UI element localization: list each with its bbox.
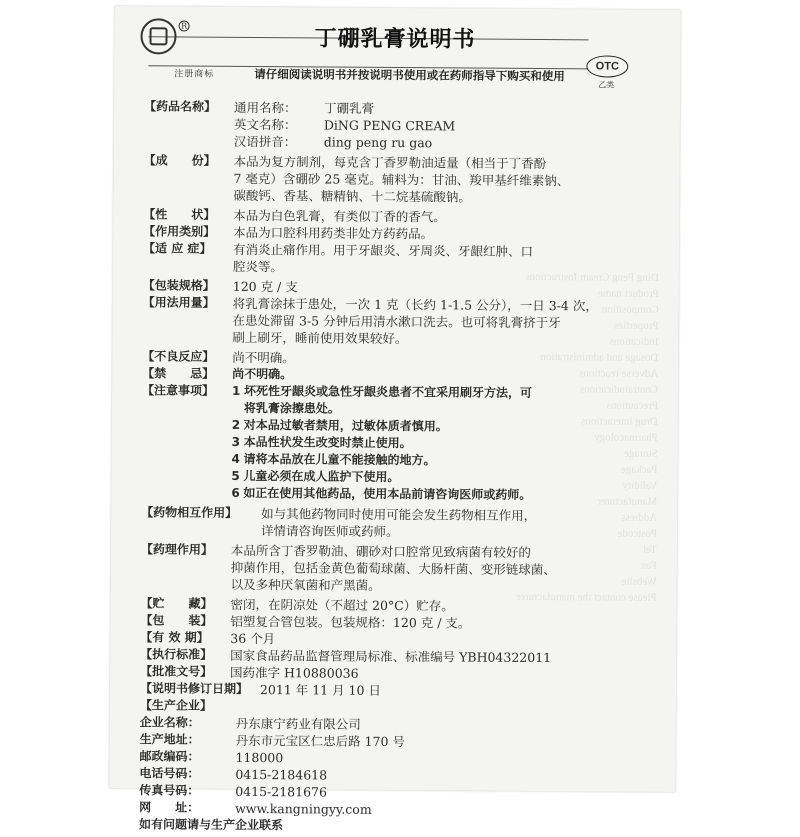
section-text: 尚不明确。 (232, 349, 295, 366)
manufacturer-field: 邮政编码： 118000 (139, 749, 284, 766)
section-label: 【贮 藏】 (140, 596, 213, 611)
section-drug-name (144, 98, 644, 152)
text-line: 以及多种厌氧菌和产黑菌。 (230, 576, 381, 593)
field-key: 英文名称： (233, 116, 297, 133)
section-text: 本品为口腔科用药类非处方药药品。 (233, 224, 434, 242)
document-title: 丁硼乳膏说明书 (314, 26, 476, 53)
manufacturer-field: 企业名称： 丹东康宁药业有限公司 (139, 715, 361, 732)
text-line: 刷上刷牙，睡前使用效果较好。 (232, 329, 408, 347)
field-key: 汉语拼音： (233, 133, 297, 150)
section-label: 【执行标准】 (140, 647, 213, 662)
section-text: 国药准字 H10880036 (230, 664, 359, 681)
bleed-through-text: Ding Peng Cream Instructions Product name Composition Properties Indications Dosage and administration Adverse reactions Contraindications Precautions Drug interactions Pharmacology Storage Package Validity Manufacturer Address Postcode Tel Fax Website Please contact the manufacturer (516, 270, 659, 604)
section-label: 【注意事项】 (142, 383, 215, 398)
section-label: 【禁 忌】 (142, 366, 215, 381)
section-text: 2011 年 11 月 10 日 (259, 682, 382, 698)
text-line: 抑菌作用，包括金黄色葡萄球菌、大肠杆菌、变形链球菌、 (230, 559, 556, 578)
section-label: 【药物相互作用】 (141, 505, 238, 520)
precaution-item: 5 儿童必须在成人监护下使用。 (231, 468, 400, 485)
section-label: 【批准文号】 (140, 664, 213, 679)
section-label: 【用法用量】 (142, 295, 215, 310)
section-label: 【说明书修订日期】 (139, 681, 249, 696)
section-label: 【药理作用】 (140, 542, 214, 557)
otc-badge: OTC (586, 55, 628, 77)
manufacturer-field: 生产地址： 丹东市元宝区仁忠后路 170 号 (139, 732, 405, 750)
footer-note: 如有问题请与生产企业联系 (138, 817, 284, 833)
precaution-item: 3 本品性状发生改变时禁止使用。 (231, 434, 412, 451)
section-text: 120 克 / 支 (232, 278, 298, 295)
website-text: www.kangningyy.com (235, 800, 372, 817)
text-line: 碳酸钙、香基、糖精钠、十二烷基硫酸钠。 (233, 187, 471, 205)
section-label: 【成 份】 (143, 153, 216, 168)
otc-class: 乙类 (598, 80, 615, 90)
manufacturer-field: 电话号码： 0415-2184618 (139, 766, 328, 783)
section-text: 36 个月 (230, 630, 276, 647)
section-label: 【性 状】 (143, 207, 216, 222)
section-precautions (141, 382, 642, 504)
section-text: 国家食品药品监督管理局标准、标准编号 YBH04322011 (230, 647, 552, 666)
usage-advice: 请仔细阅读说明书并按说明书使用或在药师指导下购买和使用 (254, 67, 565, 84)
section-dosage (142, 294, 642, 348)
precaution-item: 4 请将本品放在儿童不能接触的地方。 (231, 451, 436, 468)
precaution-item: 1 坏死性牙龈炎或急性牙龈炎患者不宜采用刷牙方法，可 将乳膏涂擦患处。 (232, 383, 533, 416)
brand-logo-icon (140, 18, 176, 54)
text-line: 详情请咨询医师或药师。 (261, 523, 399, 540)
section-label: 【生产企业】 (139, 698, 212, 713)
section-label: 【不良反应】 (142, 349, 215, 364)
section-label: 【适 应 症】 (142, 241, 212, 256)
section-composition (143, 152, 643, 206)
leaflet-sheet (109, 6, 680, 833)
section-label: 【药品名称】 (143, 99, 217, 114)
section-text: 本品为白色乳膏，有类似丁香的香气。 (233, 207, 446, 225)
section-text: 铝塑复合管包装。包装规格：120 克 / 支。 (230, 613, 471, 631)
precaution-item: 2 对本品过敏者禁用，过敏体质者慎用。 (231, 417, 448, 434)
section-interactions (141, 504, 641, 541)
section-text: 尚不明确。 (232, 366, 293, 382)
generic-name: 丁硼乳膏 (323, 100, 375, 116)
text-line: 7 毫克）含硼砂 25 毫克。辅料为：甘油、羧甲基纤维素钠、 (233, 170, 570, 189)
section-text: 密闭，在阴凉处（不超过 20°C）贮存。 (230, 596, 454, 614)
english-name: DiNG PENG CREAM (323, 117, 456, 134)
section-label: 【包装规格】 (142, 278, 215, 293)
trademark-label: 注册商标 (174, 69, 215, 80)
section-pharmacology (141, 541, 641, 595)
section-label: 【有 效 期】 (140, 630, 209, 645)
section-label: 【作用类别】 (143, 224, 216, 239)
precaution-item: 6 如正在使用其他药品，使用本品前请咨询医师或药师。 (231, 485, 532, 502)
text-line: 本品所含丁香罗勒油、硼砂对口腔常见致病菌有较好的 (230, 542, 532, 560)
section-indications (143, 240, 643, 277)
pinyin-name: ding peng ru gao (323, 134, 433, 151)
section-label: 【包 装】 (140, 613, 213, 628)
manufacturer-field: 网 址： www.kangningyy.com (139, 799, 639, 819)
text-line: 如与其他药物同时使用可能会发生药物相互作用， (261, 506, 537, 523)
field-key: 通用名称： (233, 99, 297, 116)
text-line: 有消炎止痛作用。用于牙龈炎、牙周炎、牙龈红肿、口 (232, 241, 534, 259)
text-line: 腔炎等。 (232, 258, 283, 275)
text-line: 将乳膏涂抹于患处，一次 1 克（长约 1-1.5 公分），一日 3-4 次， (232, 295, 598, 314)
leaflet-body (139, 98, 644, 836)
manufacturer-field: 传真号码： 0415-2181676 (139, 783, 328, 800)
text-line: 本品为复方制剂，每克含丁香罗勒油适量（相当于丁香酚 (233, 153, 547, 172)
text-line: 在患处滞留 3-5 分钟后用清水漱口洗去。也可将乳膏挤于牙 (232, 312, 561, 331)
registered-mark: R (179, 20, 190, 31)
